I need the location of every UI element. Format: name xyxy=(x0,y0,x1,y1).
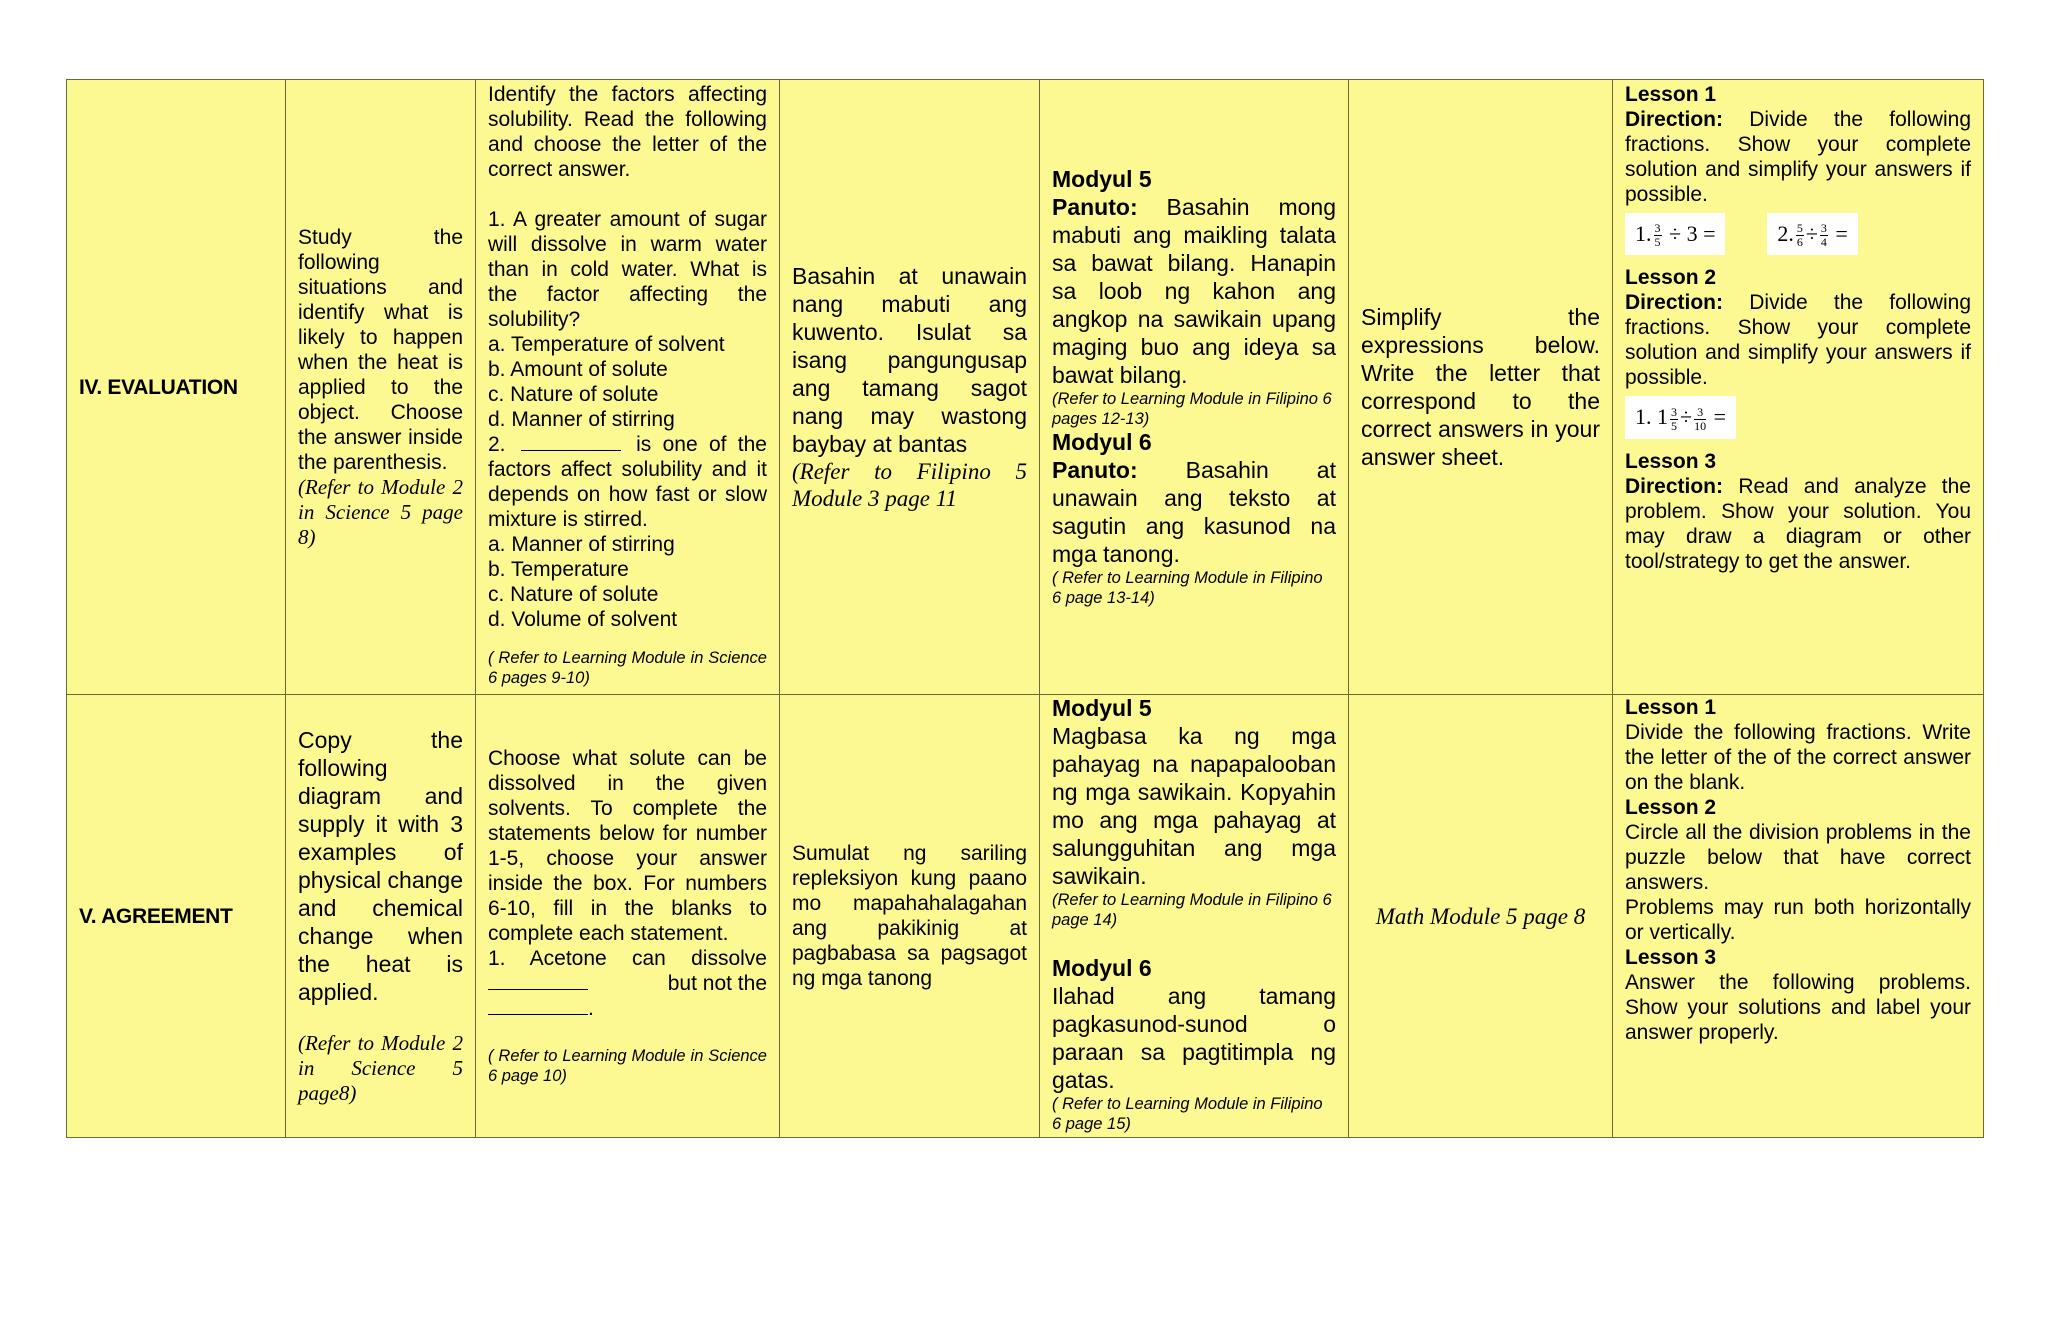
question-2-blank xyxy=(521,450,621,451)
fraction-denominator: 5 xyxy=(1654,235,1661,250)
agreement-math5-cell xyxy=(1349,695,1613,1138)
lesson-2-direction xyxy=(1625,290,1971,390)
fraction-3-10 xyxy=(1694,406,1706,433)
q1-choice-d: d. Manner of stirring xyxy=(488,408,675,431)
q1-choice-c: c. Nature of solute xyxy=(488,383,659,406)
equation-2-rest: = xyxy=(1835,221,1848,246)
agreement-filipino5-cell xyxy=(780,695,1040,1138)
solubility-ref: ( Refer to Learning Module in Science 6 pages 9-10) xyxy=(488,649,767,687)
fraction-5-6 xyxy=(1796,222,1804,249)
evaluation-science5-cell xyxy=(286,80,476,695)
math5-agreement-ref: Math Module 5 page 8 xyxy=(1375,903,1586,929)
lesson-1-equation-2 xyxy=(1767,213,1858,255)
agreement-science5-text: Copy the following diagram and supply it with 3 examples of physical change and chemical change when the heat is applied. xyxy=(298,727,463,1005)
fraction-denominator: 6 xyxy=(1796,235,1803,250)
fraction-numerator: 3 xyxy=(1820,221,1827,236)
evaluation-filipino6-cell xyxy=(1040,80,1349,695)
fraction-denominator: 4 xyxy=(1820,235,1827,250)
solute-blank-1 xyxy=(488,989,588,990)
lesson-1-equations xyxy=(1625,213,1971,255)
lesson-2-equations xyxy=(1625,396,1971,438)
solute-blank-2 xyxy=(488,1014,588,1015)
fraction-3-5 xyxy=(1654,222,1662,249)
fraction-numerator: 3 xyxy=(1694,406,1706,420)
lesson-1-title: Lesson 1 xyxy=(1625,83,1717,106)
lesson-3-title: Lesson 3 xyxy=(1625,449,1717,473)
equation-1-index: 1. xyxy=(1635,221,1652,246)
solute-instruction: Choose what solute can be dissolved in the given solvents. To complete the statements below for number 1-5, choose your answer inside the box. For numbers 6-10, fill in the blanks to complete each statement. xyxy=(488,747,767,945)
fraction-numerator: 5 xyxy=(1796,221,1803,236)
evaluation-row xyxy=(67,80,1984,695)
agreement-modyul-6-text: Ilahad ang tamang pagkasunod-sunod o paraan sa pagtitimpla ng gatas. xyxy=(1052,983,1336,1093)
equation-1-rest: ÷ 3 = xyxy=(1669,221,1716,246)
agreement-lesson-2-title: Lesson 2 xyxy=(1625,796,1717,819)
evaluation-science5-text: Study the following situations and identify what is likely to happen when the heat is applied to the object. Choose the answer inside the parenthesis. xyxy=(298,225,463,474)
fraction-numerator: 3 xyxy=(1671,404,1677,419)
modyul-6-panuto-text: Basahin at unawain ang teksto at sagutin ang kasunod na mga tanong. xyxy=(1052,457,1336,567)
q2-choice-c: c. Nature of solute xyxy=(488,583,659,606)
fraction-denominator: 10 xyxy=(1694,418,1707,433)
lesson-2-direction-text: Divide the following fractions. Show your complete solution and simplify your answers if possible. xyxy=(1625,291,1971,390)
q2-choice-d: d. Volume of solvent xyxy=(488,608,678,631)
question-2-number: 2. xyxy=(488,433,506,456)
divide-operator: ÷ xyxy=(1680,404,1693,430)
lesson-2-title: Lesson 2 xyxy=(1625,266,1717,290)
fraction-3-4 xyxy=(1820,222,1828,249)
lesson-3-direction xyxy=(1625,474,1971,574)
solubility-intro: Identify the factors affecting solubility. Read the following and choose the letter of the correct answer. xyxy=(488,83,767,181)
lesson-3-direction-text: Read and analyze the problem. Show your solution. You may draw a diagram or other tool/strategy to get the answer. xyxy=(1625,474,1971,573)
lesson-1-direction-label: Direction: xyxy=(1625,108,1724,131)
evaluation-science5-ref: (Refer to Module 2 in Science 5 page 8) xyxy=(298,474,463,549)
fraction-3-5 xyxy=(1670,406,1678,433)
fraction-numerator: 3 xyxy=(1654,221,1661,236)
evaluation-science6-cell xyxy=(476,80,780,695)
solute-item-1-start: 1. Acetone can dissolve xyxy=(488,947,767,970)
agreement-modyul-5-title: Modyul 5 xyxy=(1052,695,1152,721)
agreement-modyul-5-ref: (Refer to Learning Module in Filipino 6 page 14) xyxy=(1052,891,1332,929)
solute-item-1-middle: but not the xyxy=(667,972,767,995)
lesson-plan-table xyxy=(66,79,1984,1138)
agreement-science6-cell xyxy=(476,695,780,1138)
solute-item-1 xyxy=(488,946,767,1021)
agreement-lesson-1-text: Divide the following fractions. Write the letter of the of the correct answer on the blank. xyxy=(1625,721,1971,794)
agreement-math6-cell xyxy=(1613,695,1984,1138)
agreement-modyul-6-ref: ( Refer to Learning Module in Filipino 6 page 15) xyxy=(1052,1095,1323,1133)
agreement-lesson-1-title: Lesson 1 xyxy=(1625,696,1717,719)
q2-choice-b: b. Temperature xyxy=(488,558,629,581)
agreement-row xyxy=(67,695,1984,1138)
modyul-6-ref: ( Refer to Learning Module in Filipino 6 page 13-14) xyxy=(1052,569,1323,607)
modyul-5-panuto-label: Panuto: xyxy=(1052,194,1138,220)
agreement-header: V. AGREEMENT xyxy=(67,695,286,1138)
solute-item-1-end: . xyxy=(588,997,594,1020)
evaluation-header: IV. EVALUATION xyxy=(67,80,286,695)
modyul-6-panuto-label: Panuto: xyxy=(1052,457,1138,483)
agreement-modyul-5-text: Magbasa ka ng mga pahayag na napapalooban ng mga sawikain. Kopyahin mo ang mga pahayag at salungguhitan ang mga sawikain. xyxy=(1052,723,1336,889)
modyul-5-panuto-text: Basahin mong mabuti ang maikling talata sa bawat bilang. Hanapin sa loob ng kahon ang angkop na sawikain upang maging buo ang ideya sa bawat bilang. xyxy=(1052,194,1337,388)
math5-eval-text: Simplify the expressions below. Write the letter that correspond to the correct answers in your answer sheet. xyxy=(1361,304,1600,470)
solubility-question-1: 1. A greater amount of sugar will dissolve in warm water than in cold water. What is the factor affecting the solubility? xyxy=(488,208,767,331)
modyul-5-ref: (Refer to Learning Module in Filipino 6 pages 12-13) xyxy=(1052,390,1332,428)
agreement-filipino6-cell xyxy=(1040,695,1349,1138)
modyul-5-instruction xyxy=(1052,193,1336,389)
modyul-6-instruction xyxy=(1052,456,1336,568)
agreement-science5-ref: (Refer to Module 2 in Science 5 page8) xyxy=(298,1031,463,1105)
evaluation-filipino5-cell xyxy=(780,80,1040,695)
equation-2-index: 2. xyxy=(1777,221,1794,246)
agreement-science5-cell xyxy=(286,695,476,1138)
agreement-lesson-2-text-2: Problems may run both horizontally or vertically. xyxy=(1625,896,1971,944)
modyul-6-title: Modyul 6 xyxy=(1052,429,1152,455)
modyul-5-title: Modyul 5 xyxy=(1052,166,1152,192)
filipino5-agreement-text: Sumulat ng sariling repleksiyon kung paano mo mapahahalagahan ang pakikinig at pagbabasa sa pagsagot ng mga tanong xyxy=(792,842,1027,990)
lesson-3-direction-label: Direction: xyxy=(1625,474,1724,498)
solubility-question-2 xyxy=(488,432,767,532)
solute-ref: ( Refer to Learning Module in Science 6 page 10) xyxy=(488,1047,767,1085)
evaluation-math5-cell xyxy=(1349,80,1613,695)
agreement-lesson-3-title: Lesson 3 xyxy=(1625,946,1717,969)
equation-rest: = xyxy=(1713,404,1726,430)
agreement-modyul-6-title: Modyul 6 xyxy=(1052,955,1152,981)
fraction-denominator: 5 xyxy=(1671,418,1677,433)
lesson-1-equation-1 xyxy=(1625,213,1725,255)
q1-choice-b: b. Amount of solute xyxy=(488,358,668,381)
q1-choice-a: a. Temperature of solvent xyxy=(488,333,725,356)
q2-choice-a: a. Manner of stirring xyxy=(488,533,675,556)
question-2-text: is one of the factors affect solubility and it depends on how fast or slow mixture is stirred. xyxy=(488,433,767,531)
equation-index: 1. 1 xyxy=(1635,404,1668,430)
agreement-lesson-3-text: Answer the following problems. Show your solutions and label your answer properly. xyxy=(1625,971,1971,1044)
filipino5-eval-ref: (Refer to Filipino 5 Module 3 page 11 xyxy=(792,459,1027,511)
evaluation-math6-cell xyxy=(1613,80,1984,695)
divide-operator: ÷ xyxy=(1805,221,1818,246)
lesson-2-equation-1 xyxy=(1625,396,1736,438)
agreement-lesson-2-text: Circle all the division problems in the puzzle below that have correct answers. xyxy=(1625,821,1971,894)
lesson-2-direction-label: Direction: xyxy=(1625,291,1724,315)
filipino5-eval-text: Basahin at unawain nang mabuti ang kuwento. Isulat sa isang pangungusap ang tamang sagot nang may wastong baybay at bantas xyxy=(792,263,1027,457)
lesson-1-direction xyxy=(1625,107,1971,207)
lesson-1-direction-text: Divide the following fractions. Show your complete solution and simplify your answers if possible. xyxy=(1625,108,1971,206)
